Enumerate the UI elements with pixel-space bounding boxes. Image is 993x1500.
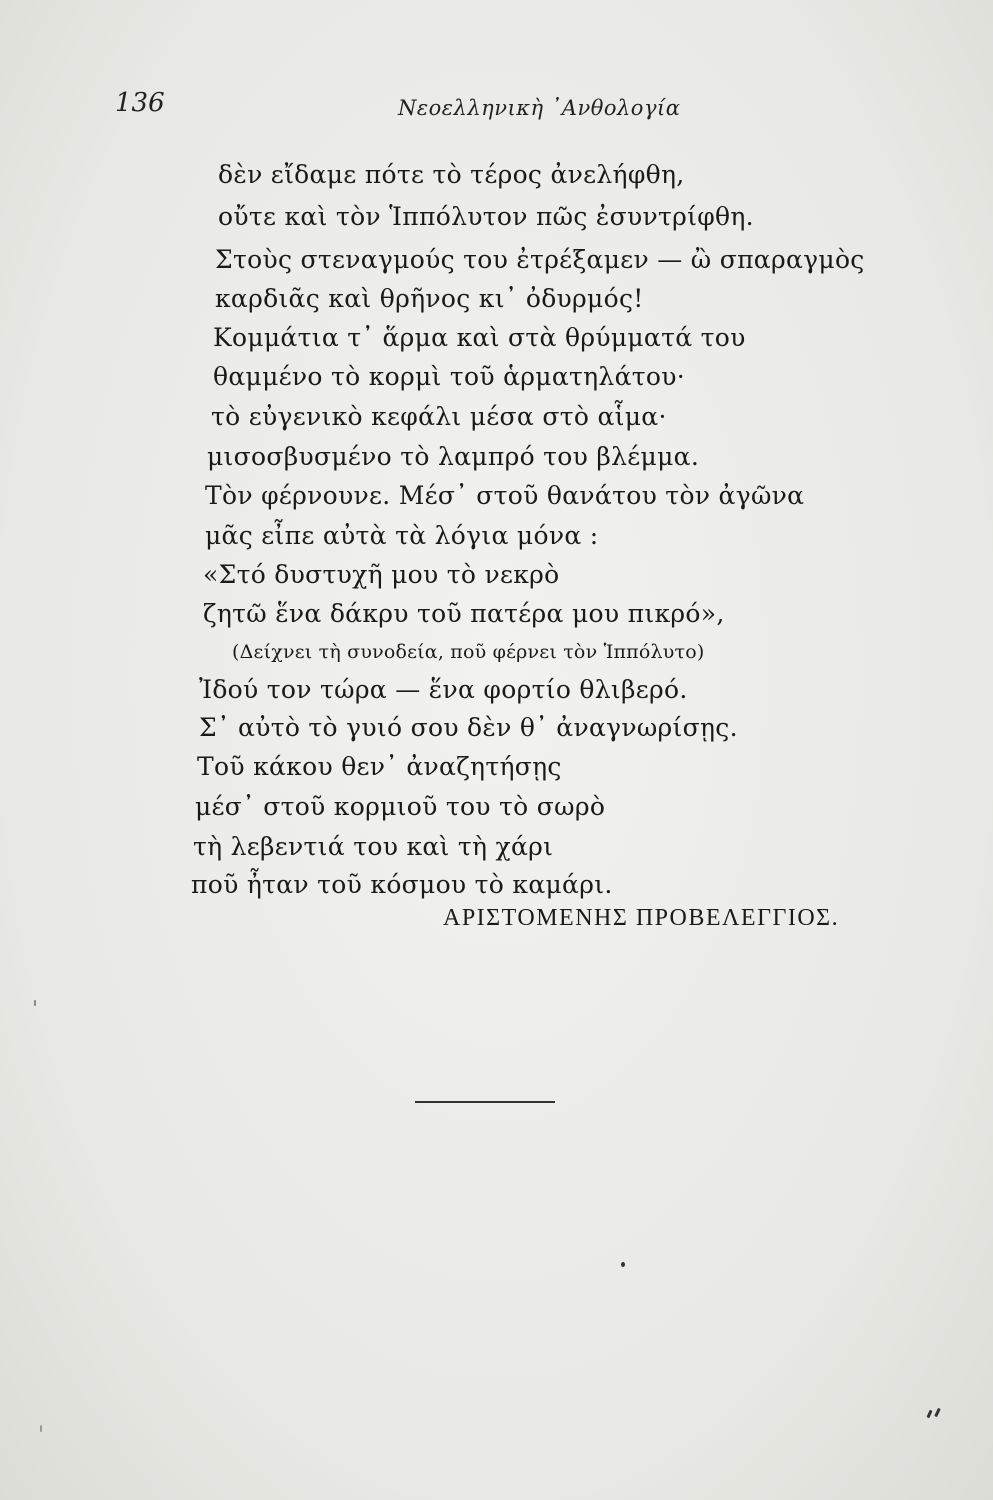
- poem-line: «Στό δυστυχῆ μου τὸ νεκρὸ: [203, 560, 560, 589]
- author-signature: ΑΡΙΣΤΟΜΕΝΗΣ ΠΡΟΒΕΛΕΓΓΙΟΣ.: [443, 905, 840, 931]
- poem-line: οὔτε καὶ τὸν Ἱππόλυτον πῶς ἐσυντρίφθη.: [218, 202, 754, 231]
- end-rule: [415, 1101, 555, 1103]
- poem-line: μέσ᾿ στοῦ κορμιοῦ του τὸ σωρὸ: [195, 792, 606, 821]
- paper-speck: [34, 1000, 36, 1006]
- poem-line: ποῦ ἦταν τοῦ κόσμου τὸ καμάρι.: [191, 870, 613, 899]
- poem-line: Κομμάτια τ᾿ ἅρμα καὶ στὰ θρύμματά του: [213, 323, 746, 352]
- poem-line: τὴ λεβεντιά του καὶ τὴ χάρι: [193, 832, 554, 861]
- paper-speck: [40, 1425, 42, 1432]
- poem-line: Στοὺς στεναγμούς του ἐτρέξαμεν — ὢ σπαραγμὸς: [215, 245, 865, 274]
- paper-speck: [934, 1408, 941, 1417]
- page-number: 136: [115, 88, 165, 118]
- poem-line: δὲν εἴδαμε πότε τὸ τέρος ἀνελήφθη,: [218, 160, 685, 189]
- poem-line: μᾶς εἶπε αὐτὰ τὰ λόγια μόνα :: [205, 521, 599, 550]
- poem-line: Σ᾿ αὐτὸ τὸ γυιό σου δὲν θ᾿ ἀναγνωρίσῃς.: [199, 713, 738, 742]
- poem-line: τὸ εὐγενικὸ κεφάλι μέσα στὸ αἷμα·: [211, 402, 667, 431]
- stage-direction: (Δείχνει τὴ συνοδεία, ποῦ φέρνει τὸν Ἱππόλυτο): [232, 641, 705, 663]
- poem-line: θαμμένο τὸ κορμὶ τοῦ ἁρματηλάτου·: [213, 362, 685, 391]
- running-title: Νεοελληνικὴ ᾿Ανθολογία: [398, 96, 681, 120]
- poem-line: ζητῶ ἕνα δάκρυ τοῦ πατέρα μου πικρό»,: [203, 599, 725, 628]
- paper-speck: [926, 1410, 932, 1419]
- poem-line: Ἰδού τον τώρα — ἕνα φορτίο θλιβερό.: [199, 675, 688, 704]
- poem-line: Τὸν φέρνουνε. Μέσ᾿ στοῦ θανάτου τὸν ἀγῶνα: [205, 481, 805, 510]
- poem-line: Τοῦ κάκου θεν᾿ ἀναζητήσῃς: [197, 752, 562, 781]
- poem-line: καρδιᾶς καὶ θρῆνος κι᾿ ὀδυρμός!: [215, 284, 644, 313]
- poem-line: μισοσβυσμένο τὸ λαμπρό του βλέμμα.: [207, 442, 700, 471]
- paper-speck: [621, 1262, 625, 1267]
